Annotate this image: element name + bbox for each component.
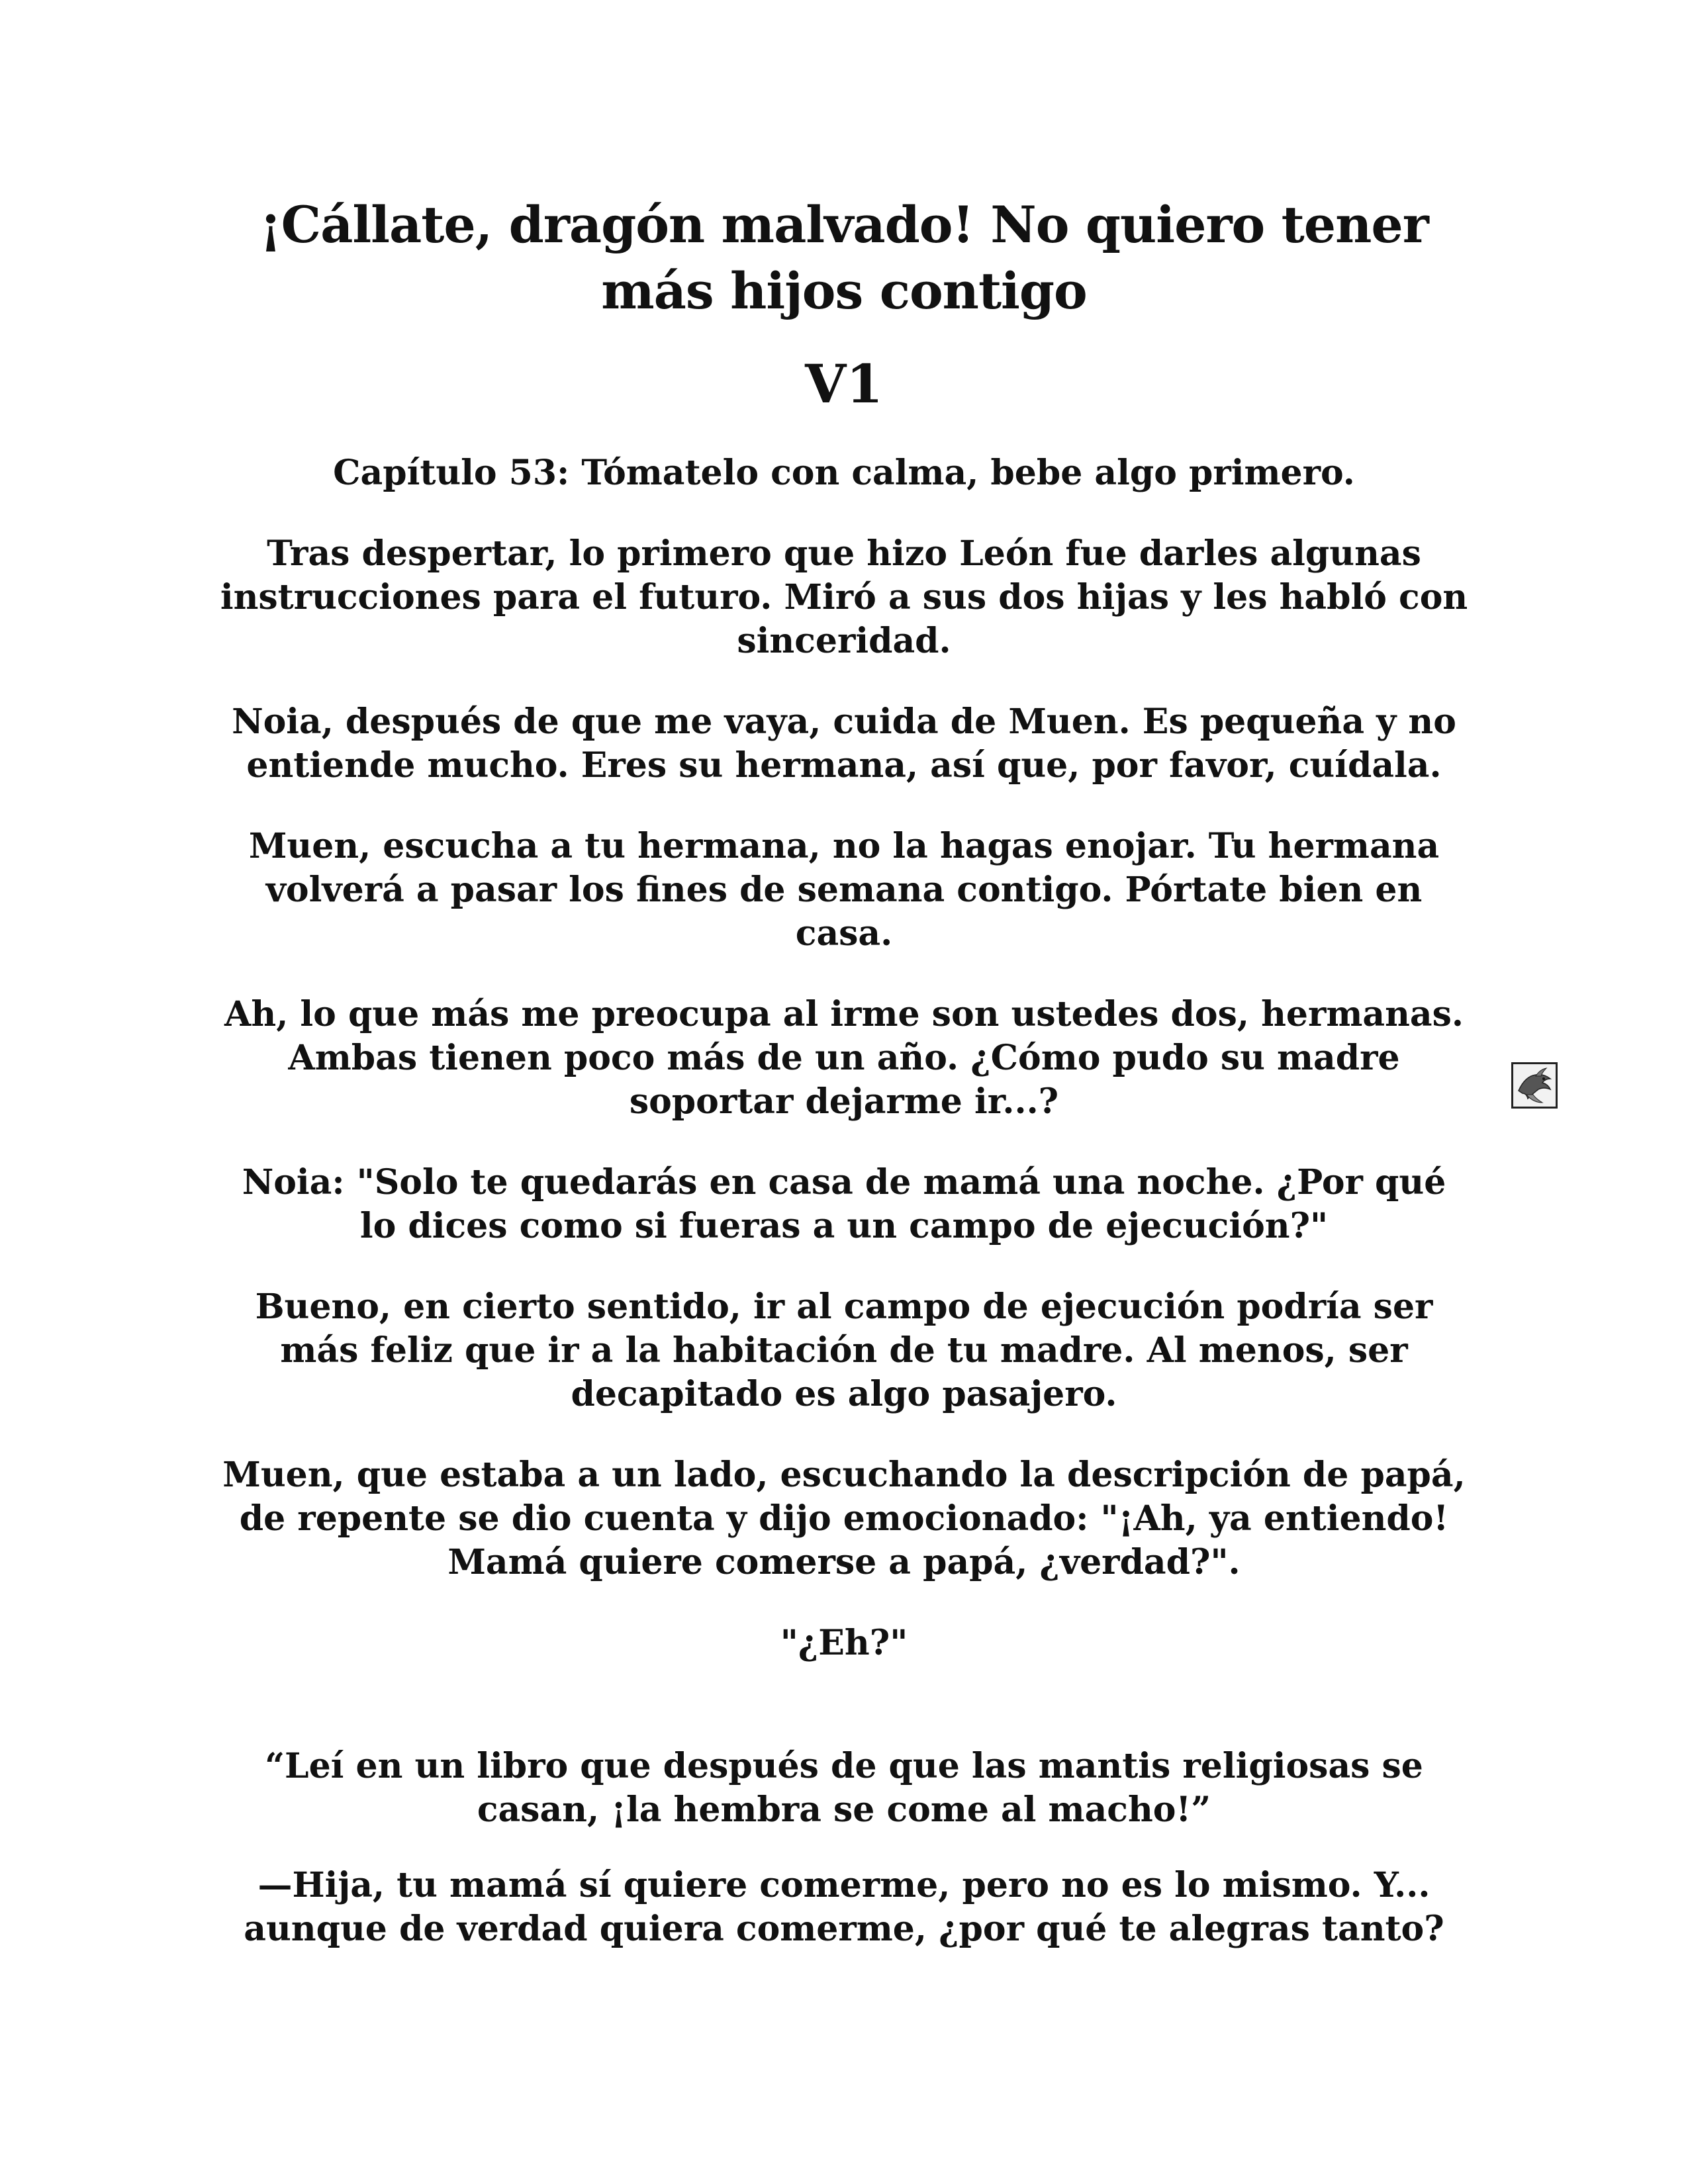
version-label: V1 (805, 353, 883, 415)
paragraph: Muen, que estaba a un lado, escuchando la descripción de papá, de repente se dio cuenta y dijo emocionado: "¡Ah, ya entiendo! Mamá quiere comerse a papá, ¿verdad?". (222, 1455, 1466, 1582)
paragraph: Tras despertar, lo primero que hizo León fue darles algunas instrucciones para el futuro. Miró a sus dos hijas y les habló con sinceridad. (220, 533, 1468, 661)
dragon-emblem-icon (1511, 1062, 1558, 1109)
paragraph: “Leí en un libro que después de que las mantis religiosas se casan, ¡la hembra se come al macho!” (265, 1746, 1423, 1830)
paragraph: Ah, lo que más me preocupa al irme son ustedes dos, hermanas. Ambas tienen poco más de un año. ¿Cómo pudo su madre soportar dejarme ir...? (224, 994, 1464, 1122)
paragraph: Bueno, en cierto sentido, ir al campo de ejecución podría ser más feliz que ir a la habitación de tu madre. Al menos, ser decapitado es algo pasajero. (255, 1287, 1433, 1414)
paragraph: —Hija, tu mamá sí quiere comerme, pero no es lo mismo. Y... aunque de verdad quiera comerme, ¿por qué te alegras tanto? (244, 1865, 1444, 1949)
chapter-heading: Capítulo 53: Tómatelo con calma, bebe algo primero. (333, 453, 1355, 493)
paragraph: Muen, escucha a tu hermana, no la hagas enojar. Tu hermana volverá a pasar los fines de semana contigo. Pórtate bien en casa. (248, 826, 1440, 954)
paragraph: "¿Eh?" (780, 1623, 908, 1663)
paragraph: Noia, después de que me vaya, cuida de Muen. Es pequeña y no entiende mucho. Eres su hermana, así que, por favor, cuídala. (232, 702, 1456, 786)
document-page (218, 0, 1470, 2184)
novel-title: ¡Cállate, dragón malvado! No quiero tener más hijos contigo (259, 195, 1429, 320)
paragraph: Noia: "Solo te quedarás en casa de mamá una noche. ¿Por qué lo dices como si fueras a un campo de ejecución?" (242, 1162, 1446, 1246)
